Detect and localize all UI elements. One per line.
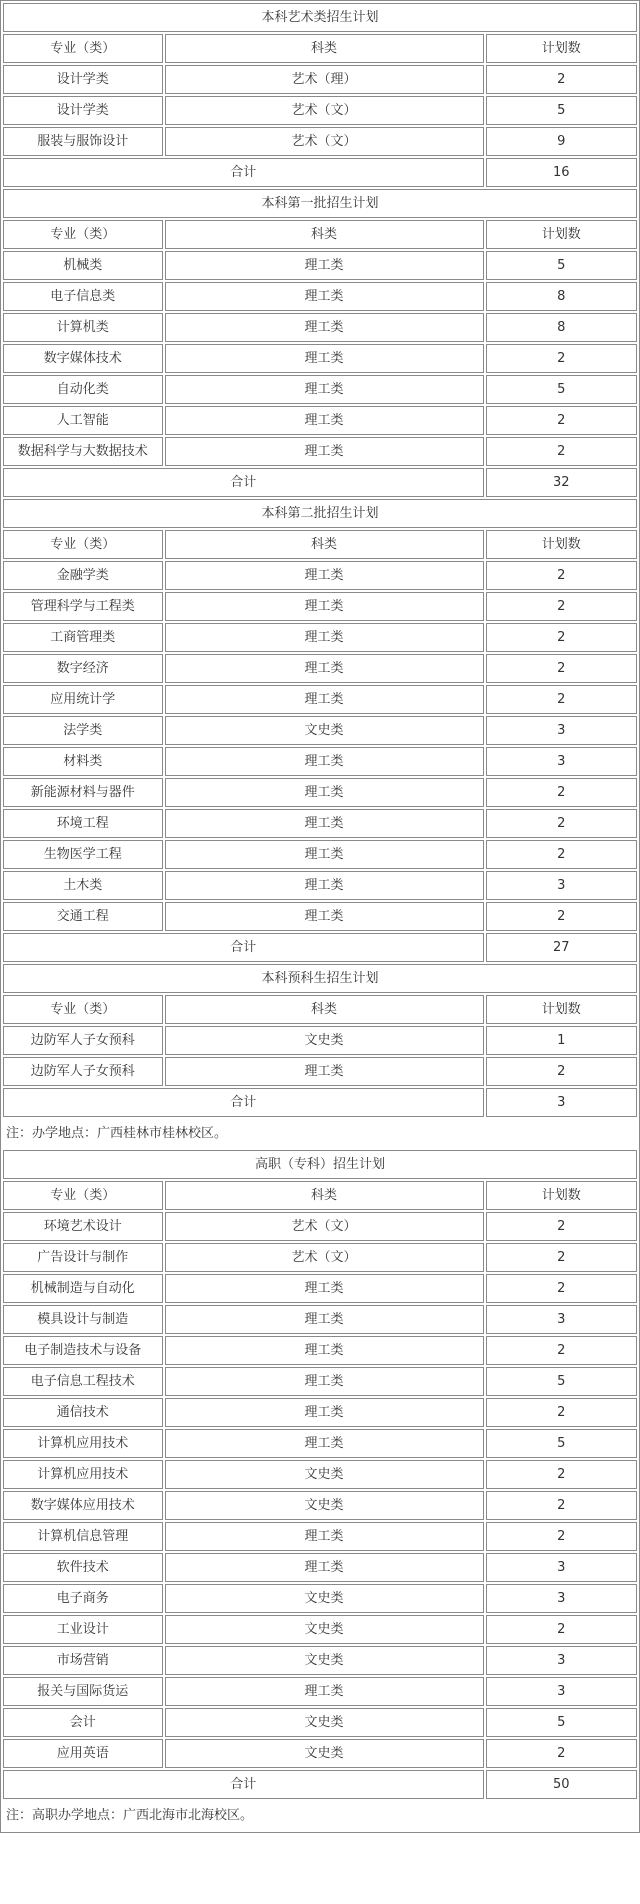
count-cell: 2 <box>486 592 637 621</box>
table-row <box>3 1026 637 1055</box>
header-row <box>3 1181 637 1210</box>
category-cell: 文史类 <box>165 1739 484 1768</box>
count-cell: 5 <box>486 96 637 125</box>
count-cell: 2 <box>486 902 637 931</box>
header-row <box>3 530 637 559</box>
major-cell: 计算机类 <box>3 313 163 342</box>
major-cell: 土木类 <box>3 871 163 900</box>
count-cell: 3 <box>486 1584 637 1613</box>
count-cell: 2 <box>486 1057 637 1086</box>
table-row <box>3 1553 637 1582</box>
category-cell: 理工类 <box>165 344 484 373</box>
category-cell: 理工类 <box>165 902 484 931</box>
header-count: 计划数 <box>486 530 637 559</box>
table-row <box>3 1243 637 1272</box>
category-cell: 理工类 <box>165 1553 484 1582</box>
table-row <box>3 623 637 652</box>
table-row <box>3 1460 637 1489</box>
category-cell: 艺术（文） <box>165 1243 484 1272</box>
count-cell: 2 <box>486 1336 637 1365</box>
header-count: 计划数 <box>486 995 637 1024</box>
count-cell: 2 <box>486 561 637 590</box>
count-cell: 3 <box>486 1553 637 1582</box>
table-row <box>3 344 637 373</box>
table-row <box>3 1646 637 1675</box>
count-cell: 2 <box>486 623 637 652</box>
count-cell: 8 <box>486 282 637 311</box>
major-cell: 设计学类 <box>3 65 163 94</box>
header-category: 科类 <box>165 34 484 63</box>
category-cell: 理工类 <box>165 592 484 621</box>
category-cell: 文史类 <box>165 1460 484 1489</box>
table-row <box>3 437 637 466</box>
major-cell: 管理科学与工程类 <box>3 592 163 621</box>
total-value: 27 <box>486 933 637 962</box>
major-cell: 生物医学工程 <box>3 840 163 869</box>
category-cell: 理工类 <box>165 251 484 280</box>
count-cell: 2 <box>486 654 637 683</box>
header-row <box>3 995 637 1024</box>
category-cell: 文史类 <box>165 1026 484 1055</box>
count-cell: 3 <box>486 1305 637 1334</box>
count-cell: 2 <box>486 1491 637 1520</box>
count-cell: 5 <box>486 1429 637 1458</box>
major-cell: 计算机应用技术 <box>3 1429 163 1458</box>
table-row <box>3 561 637 590</box>
table-row <box>3 251 637 280</box>
major-cell: 市场营销 <box>3 1646 163 1675</box>
category-cell: 理工类 <box>165 1367 484 1396</box>
category-cell: 理工类 <box>165 840 484 869</box>
category-cell: 理工类 <box>165 871 484 900</box>
table-row <box>3 747 637 776</box>
table-row <box>3 1057 637 1086</box>
count-cell: 2 <box>486 1739 637 1768</box>
total-value: 32 <box>486 468 637 497</box>
total-row <box>3 1088 637 1117</box>
section-title: 本科第二批招生计划 <box>3 499 637 528</box>
category-cell: 理工类 <box>165 778 484 807</box>
count-cell: 5 <box>486 375 637 404</box>
section-title: 本科第一批招生计划 <box>3 189 637 218</box>
total-row <box>3 468 637 497</box>
count-cell: 2 <box>486 1398 637 1427</box>
total-row <box>3 1770 637 1799</box>
category-cell: 艺术（文） <box>165 127 484 156</box>
total-label: 合计 <box>3 933 484 962</box>
section-title: 本科预科生招生计划 <box>3 964 637 993</box>
section-title-row <box>3 3 637 32</box>
count-cell: 9 <box>486 127 637 156</box>
section-title-row <box>3 964 637 993</box>
category-cell: 艺术（文） <box>165 1212 484 1241</box>
category-cell: 理工类 <box>165 1057 484 1086</box>
table-row <box>3 96 637 125</box>
major-cell: 电子信息工程技术 <box>3 1367 163 1396</box>
major-cell: 报关与国际货运 <box>3 1677 163 1706</box>
count-cell: 3 <box>486 716 637 745</box>
header-row <box>3 220 637 249</box>
note-row <box>3 1801 637 1830</box>
header-major: 专业（类） <box>3 995 163 1024</box>
count-cell: 3 <box>486 1677 637 1706</box>
major-cell: 服装与服饰设计 <box>3 127 163 156</box>
category-cell: 理工类 <box>165 685 484 714</box>
table-row <box>3 1491 637 1520</box>
major-cell: 数字媒体应用技术 <box>3 1491 163 1520</box>
table-row <box>3 1429 637 1458</box>
category-cell: 艺术（理） <box>165 65 484 94</box>
major-cell: 通信技术 <box>3 1398 163 1427</box>
total-label: 合计 <box>3 1088 484 1117</box>
major-cell: 金融学类 <box>3 561 163 590</box>
category-cell: 理工类 <box>165 437 484 466</box>
category-cell: 理工类 <box>165 1305 484 1334</box>
category-cell: 文史类 <box>165 1646 484 1675</box>
major-cell: 电子商务 <box>3 1584 163 1613</box>
major-cell: 广告设计与制作 <box>3 1243 163 1272</box>
count-cell: 1 <box>486 1026 637 1055</box>
header-major: 专业（类） <box>3 34 163 63</box>
major-cell: 模具设计与制造 <box>3 1305 163 1334</box>
section-title: 高职（专科）招生计划 <box>3 1150 637 1179</box>
major-cell: 边防军人子女预科 <box>3 1057 163 1086</box>
major-cell: 设计学类 <box>3 96 163 125</box>
category-cell: 理工类 <box>165 1336 484 1365</box>
header-count: 计划数 <box>486 34 637 63</box>
category-cell: 文史类 <box>165 1491 484 1520</box>
major-cell: 环境工程 <box>3 809 163 838</box>
section-title: 本科艺术类招生计划 <box>3 3 637 32</box>
count-cell: 3 <box>486 747 637 776</box>
table-row <box>3 778 637 807</box>
count-cell: 2 <box>486 1212 637 1241</box>
category-cell: 理工类 <box>165 406 484 435</box>
count-cell: 2 <box>486 65 637 94</box>
count-cell: 2 <box>486 406 637 435</box>
table-row <box>3 313 637 342</box>
table-row <box>3 1522 637 1551</box>
total-value: 50 <box>486 1770 637 1799</box>
table-row <box>3 840 637 869</box>
major-cell: 数字经济 <box>3 654 163 683</box>
section-title-row <box>3 189 637 218</box>
table-row <box>3 1305 637 1334</box>
total-label: 合计 <box>3 158 484 187</box>
count-cell: 2 <box>486 1243 637 1272</box>
table-row <box>3 1739 637 1768</box>
major-cell: 电子信息类 <box>3 282 163 311</box>
category-cell: 理工类 <box>165 282 484 311</box>
section-title-row <box>3 499 637 528</box>
category-cell: 理工类 <box>165 1677 484 1706</box>
major-cell: 软件技术 <box>3 1553 163 1582</box>
total-value: 16 <box>486 158 637 187</box>
table-row <box>3 127 637 156</box>
table-row <box>3 871 637 900</box>
category-cell: 理工类 <box>165 313 484 342</box>
count-cell: 2 <box>486 437 637 466</box>
major-cell: 人工智能 <box>3 406 163 435</box>
category-cell: 理工类 <box>165 375 484 404</box>
table-row <box>3 1212 637 1241</box>
count-cell: 2 <box>486 1274 637 1303</box>
note-row <box>3 1119 637 1148</box>
header-major: 专业（类） <box>3 1181 163 1210</box>
table-row <box>3 654 637 683</box>
major-cell: 数据科学与大数据技术 <box>3 437 163 466</box>
count-cell: 3 <box>486 871 637 900</box>
table-row <box>3 809 637 838</box>
header-row <box>3 34 637 63</box>
total-row <box>3 158 637 187</box>
table-row <box>3 1708 637 1737</box>
major-cell: 边防军人子女预科 <box>3 1026 163 1055</box>
count-cell: 3 <box>486 1646 637 1675</box>
count-cell: 2 <box>486 685 637 714</box>
major-cell: 数字媒体技术 <box>3 344 163 373</box>
count-cell: 2 <box>486 840 637 869</box>
major-cell: 应用英语 <box>3 1739 163 1768</box>
category-cell: 文史类 <box>165 1615 484 1644</box>
table-row <box>3 375 637 404</box>
total-label: 合计 <box>3 468 484 497</box>
category-cell: 理工类 <box>165 623 484 652</box>
major-cell: 新能源材料与器件 <box>3 778 163 807</box>
table-row <box>3 716 637 745</box>
table-row <box>3 1367 637 1396</box>
header-count: 计划数 <box>486 1181 637 1210</box>
category-cell: 理工类 <box>165 747 484 776</box>
major-cell: 环境艺术设计 <box>3 1212 163 1241</box>
total-label: 合计 <box>3 1770 484 1799</box>
location-note: 注：办学地点：广西桂林市桂林校区。 <box>6 1126 228 1141</box>
count-cell: 8 <box>486 313 637 342</box>
header-category: 科类 <box>165 530 484 559</box>
major-cell: 计算机信息管理 <box>3 1522 163 1551</box>
count-cell: 2 <box>486 1615 637 1644</box>
major-cell: 材料类 <box>3 747 163 776</box>
major-cell: 应用统计学 <box>3 685 163 714</box>
header-major: 专业（类） <box>3 530 163 559</box>
table-row <box>3 1677 637 1706</box>
category-cell: 文史类 <box>165 716 484 745</box>
major-cell: 工商管理类 <box>3 623 163 652</box>
major-cell: 交通工程 <box>3 902 163 931</box>
count-cell: 5 <box>486 251 637 280</box>
table-row <box>3 902 637 931</box>
count-cell: 5 <box>486 1708 637 1737</box>
category-cell: 理工类 <box>165 1274 484 1303</box>
category-cell: 理工类 <box>165 654 484 683</box>
count-cell: 2 <box>486 1522 637 1551</box>
table-row <box>3 1584 637 1613</box>
section-title-row <box>3 1150 637 1179</box>
major-cell: 自动化类 <box>3 375 163 404</box>
major-cell: 法学类 <box>3 716 163 745</box>
table-row <box>3 685 637 714</box>
table-row <box>3 592 637 621</box>
header-category: 科类 <box>165 1181 484 1210</box>
major-cell: 机械制造与自动化 <box>3 1274 163 1303</box>
count-cell: 2 <box>486 809 637 838</box>
table-row <box>3 1615 637 1644</box>
category-cell: 理工类 <box>165 1522 484 1551</box>
table-row <box>3 1398 637 1427</box>
location-note: 注：高职办学地点：广西北海市北海校区。 <box>6 1808 254 1823</box>
major-cell: 计算机应用技术 <box>3 1460 163 1489</box>
header-count: 计划数 <box>486 220 637 249</box>
header-category: 科类 <box>165 995 484 1024</box>
category-cell: 理工类 <box>165 809 484 838</box>
category-cell: 文史类 <box>165 1584 484 1613</box>
total-value: 3 <box>486 1088 637 1117</box>
major-cell: 机械类 <box>3 251 163 280</box>
table-row <box>3 406 637 435</box>
category-cell: 理工类 <box>165 1398 484 1427</box>
category-cell: 文史类 <box>165 1708 484 1737</box>
category-cell: 理工类 <box>165 561 484 590</box>
major-cell: 电子制造技术与设备 <box>3 1336 163 1365</box>
count-cell: 2 <box>486 344 637 373</box>
category-cell: 理工类 <box>165 1429 484 1458</box>
table-row <box>3 1336 637 1365</box>
major-cell: 工业设计 <box>3 1615 163 1644</box>
header-category: 科类 <box>165 220 484 249</box>
category-cell: 艺术（文） <box>165 96 484 125</box>
header-major: 专业（类） <box>3 220 163 249</box>
count-cell: 2 <box>486 1460 637 1489</box>
count-cell: 2 <box>486 778 637 807</box>
total-row <box>3 933 637 962</box>
count-cell: 5 <box>486 1367 637 1396</box>
table-row <box>3 282 637 311</box>
major-cell: 会计 <box>3 1708 163 1737</box>
table-row <box>3 65 637 94</box>
table-row <box>3 1274 637 1303</box>
